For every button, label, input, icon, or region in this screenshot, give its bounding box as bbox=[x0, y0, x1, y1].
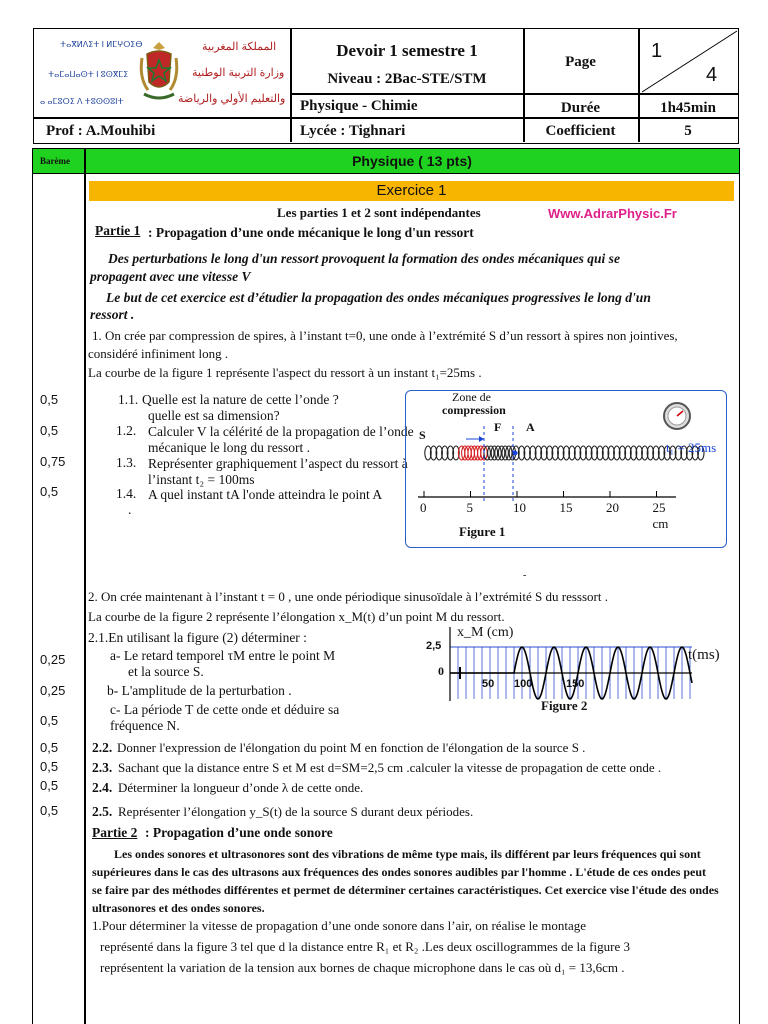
part2-title: : Propagation d’une onde sonore bbox=[145, 825, 333, 840]
duration-value: 1h45min bbox=[660, 100, 716, 116]
score-8: 0,5 bbox=[40, 740, 59, 755]
part2-text-4: ultrasonores et des ondes sonores. bbox=[92, 901, 265, 915]
intro-line-3: Le but de cet exercice est d’étudier la propagation des ondes mécaniques progressives le long d'un bbox=[106, 290, 651, 305]
zone-label-2: compression bbox=[442, 403, 506, 417]
figure-1-tick-label: 20 bbox=[606, 500, 619, 515]
independent-note: Les parties 1 et 2 sont indépendantes bbox=[277, 205, 481, 220]
q22-num: 2.2. bbox=[92, 740, 113, 755]
label-A: A bbox=[526, 420, 535, 434]
q12-a: Calculer V la célérité de la propagation de l’onde bbox=[148, 424, 414, 439]
q2-line-b: La courbe de la figure 2 représente l’élongation x_M(t) d’un point M du ressort. bbox=[88, 609, 505, 624]
logo-tifinagh-2: ⵜⴰⵎⴰⵡⴰⵙⵜ ⵏ ⵓⵙⴳⵎⵉ bbox=[48, 70, 129, 79]
part2-label: Partie 2 bbox=[92, 825, 138, 840]
logo-tifinagh-3: ⴰ ⴰⵎⵓⵔⵉ ⴷ ⵜⵓⵙⵙⵓⵏⵜ bbox=[40, 97, 124, 106]
figure-2-y-label: x_M (cm) bbox=[457, 625, 514, 640]
score-3: 0,75 bbox=[40, 454, 66, 469]
q25: Représenter l’élongation y_S(t) de la source S durant deux périodes. bbox=[118, 804, 474, 819]
figure-2-caption: Figure 2 bbox=[541, 698, 588, 713]
figure-2-tick-150: 150 bbox=[566, 678, 585, 690]
prof-name: Prof : A.Mouhibi bbox=[46, 123, 156, 139]
header-level: Niveau : 2Bac-STE/STM bbox=[327, 71, 487, 87]
q24-num: 2.4. bbox=[92, 780, 113, 795]
q13-a-visible: Représenter graphiquement l’aspect du ressort à bbox=[148, 456, 408, 471]
label-F: F bbox=[494, 420, 502, 434]
figure-1-tick-label: 25 cm bbox=[652, 500, 669, 531]
score-5: 0,25 bbox=[40, 652, 66, 667]
q13-num: 1.3. bbox=[116, 455, 137, 470]
zone-label-1: Zone de bbox=[452, 390, 491, 404]
logo-arabic-2: وزارة التربية الوطنية bbox=[192, 67, 285, 79]
q24: Déterminer la longueur d’onde λ de cette onde. bbox=[118, 780, 364, 795]
part2-q1-a: 1.Pour déterminer la vitesse de propagation d’une onde sonore dans l’air, on réalise le montage bbox=[92, 918, 587, 933]
figure-2-tick-50: 50 bbox=[482, 678, 495, 690]
part2-q1-b: représenté dans la figure 3 tel que d la distance entre R₁ et R₂ .Les deux oscillogrammes de la figure 3 bbox=[100, 939, 630, 954]
q23-num: 2.3. bbox=[92, 760, 113, 775]
q14-a: A quel instant tA l'onde atteindra le point A bbox=[148, 487, 383, 502]
subject: Physique - Chimie bbox=[300, 98, 418, 114]
header-title: Devoir 1 semestre 1 bbox=[336, 41, 478, 60]
logo-tifinagh-1: ⵜⴰⴳⵍⴷⵉⵜ ⵏ ⵍⵎⵖⵔⵉⴱ bbox=[60, 40, 143, 49]
intro-line-2: propagent avec une vitesse V bbox=[90, 269, 251, 284]
page-current: 1 bbox=[651, 40, 663, 62]
q21c-1: c- La période T de cette onde et déduire sa bbox=[110, 702, 340, 717]
q13-b: l’instant t₂ = 100ms bbox=[148, 472, 255, 487]
coat-of-arms-icon bbox=[138, 38, 180, 106]
school-name: Lycée : Tighnari bbox=[300, 123, 406, 139]
website-link[interactable]: Www.AdrarPhysic.Fr bbox=[548, 206, 677, 221]
figure-2-tick-100: 100 bbox=[514, 678, 533, 690]
score-2: 0,5 bbox=[40, 423, 59, 438]
score-11: 0,5 bbox=[40, 803, 59, 818]
score-6: 0,25 bbox=[40, 683, 66, 698]
bareme-label: Barème bbox=[40, 156, 70, 166]
duration-label: Durée bbox=[560, 100, 601, 116]
q22: Donner l'expression de l'élongation du point M en fonction de l'élongation de la source S . bbox=[117, 740, 586, 755]
score-4: 0,5 bbox=[40, 484, 59, 499]
compression-arrow-head bbox=[479, 436, 484, 442]
q21a-1: a- Le retard temporel τM entre le point M bbox=[110, 648, 336, 663]
figure-1-caption: Figure 1 bbox=[459, 524, 506, 539]
q21b: b- L'amplitude de la perturbation . bbox=[107, 683, 292, 698]
figure-2-x-label: t(ms) bbox=[688, 647, 720, 663]
q21c-2: fréquence N. bbox=[110, 718, 180, 733]
coef-label: Coefficient bbox=[545, 123, 616, 139]
q14-num: 1.4. bbox=[116, 486, 137, 501]
q23: Sachant que la distance entre S et M est d=SM=2,5 cm .calculer la vitesse de propagation de cette onde . bbox=[118, 760, 662, 775]
q21: 2.1.En utilisant la figure (2) déterminer : bbox=[88, 630, 307, 645]
coef-value: 5 bbox=[684, 123, 692, 139]
figure-1-tick-label: 10 bbox=[513, 500, 526, 515]
part1-title: : Propagation d’une onde mécanique le long d'un ressort bbox=[148, 225, 474, 240]
q12-num: 1.2. bbox=[116, 423, 137, 438]
page-total: 4 bbox=[706, 64, 718, 86]
intro-line-4: ressort . bbox=[90, 307, 135, 322]
q11-b: quelle est sa dimension? bbox=[148, 408, 280, 423]
logo-arabic-1: المملكة المغربية bbox=[202, 41, 277, 53]
q12-b: mécanique le long du ressort . bbox=[148, 440, 310, 455]
q25-num: 2.5. bbox=[92, 804, 113, 819]
figure-2-zero: 0 bbox=[438, 664, 444, 678]
figure-2-y-value: 2,5 bbox=[426, 640, 442, 652]
part2-q1-c: représentent la variation de la tension aux bornes de chaque microphone dans le cas où d₁ = 13,6cm . bbox=[100, 960, 625, 975]
q11-a: Quelle est la nature de cette l’onde ? bbox=[142, 392, 339, 407]
time-label: t₁ = 25ms bbox=[666, 440, 717, 455]
score-7: 0,5 bbox=[40, 713, 59, 728]
intro-line-1: Des perturbations le long d'un ressort provoquent la formation des ondes mécaniques qui se bbox=[108, 251, 620, 266]
q2-line-a: 2. On crée maintenant à l’instant t = 0 , une onde périodique sinusoïdale à l’extrémité S du resssort . bbox=[88, 589, 608, 604]
q11-num: 1.1. bbox=[118, 392, 139, 407]
score-1: 0,5 bbox=[40, 392, 59, 407]
q1-line-a: 1. On crée par compression de spires, à l’instant t=0, une onde à l’extrémité S d’un ressort à spires non jointives, bbox=[92, 328, 678, 343]
section-title: Physique ( 13 pts) bbox=[352, 153, 472, 169]
part2-text-1: Les ondes sonores et ultrasonores sont des vibrations de même type mais, ils différent par leurs fréquences qui sont bbox=[114, 847, 701, 861]
exercise-title: Exercice 1 bbox=[89, 181, 734, 201]
figure-1-tick-label: 0 bbox=[420, 500, 427, 515]
spring-coils bbox=[425, 446, 704, 460]
page-label: Page bbox=[565, 54, 596, 70]
label-S: S bbox=[419, 428, 426, 442]
q1-line-b: considéré infiniment long . bbox=[88, 346, 229, 361]
part2-text-3: se faire par des méthodes différentes et permet de déterminer certaines caractéristiques. Cet exercice vise l'étude des ondes bbox=[92, 883, 719, 897]
score-10: 0,5 bbox=[40, 778, 59, 793]
column-separator bbox=[84, 174, 86, 1024]
figure-1-tick-label: 5 bbox=[466, 500, 473, 515]
score-9: 0,5 bbox=[40, 759, 59, 774]
figure-1-tick-label: 15 bbox=[559, 500, 573, 515]
q14-b: . bbox=[128, 502, 132, 517]
part1-label: Partie 1 bbox=[95, 223, 141, 238]
stray-mark: - bbox=[523, 570, 527, 581]
q21a-2: et la source S. bbox=[128, 664, 204, 679]
q1-line-c: La courbe de la figure 1 représente l'aspect du ressort à un instant t₁=25ms . bbox=[88, 365, 482, 380]
part2-text-2: supérieures dans le cas des ultrasons aux fréquences des ondes sonores audibles par l'homme . L'étude de ces ondes peut bbox=[92, 865, 707, 879]
logo-arabic-3: والتعليم الأولي والرياضة bbox=[178, 93, 286, 105]
